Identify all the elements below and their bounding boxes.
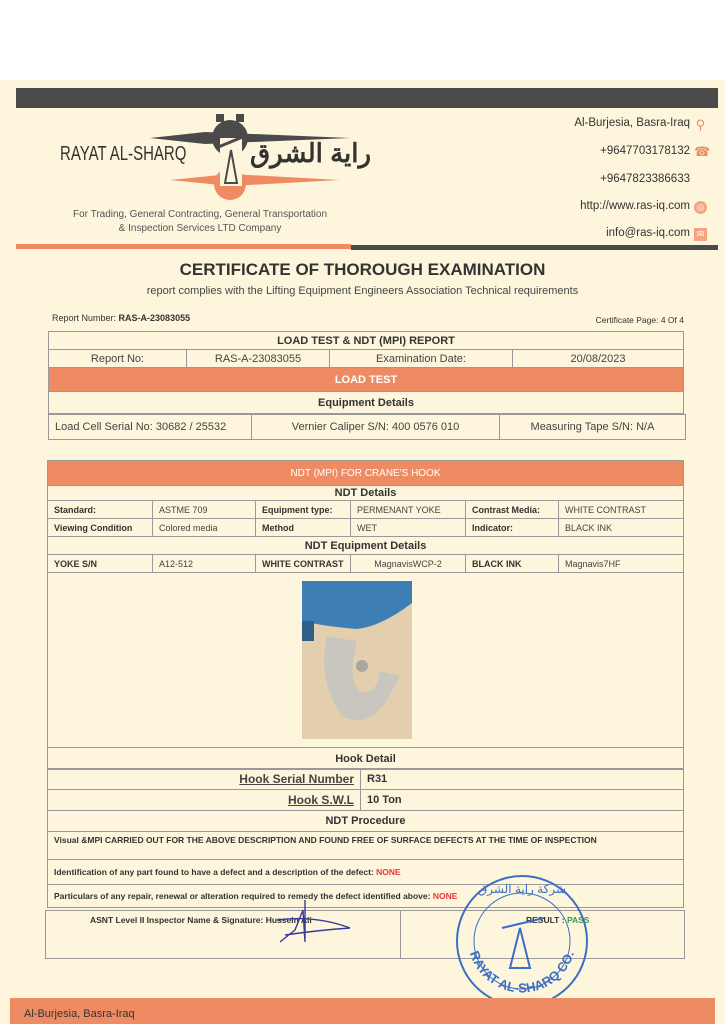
cell: YOKE S/N <box>48 555 153 573</box>
exam-date-value: 20/08/2023 <box>513 350 684 368</box>
company-name-arabic: راية الشرق <box>250 138 372 168</box>
certificate-title: CERTIFICATE OF THOROUGH EXAMINATION <box>179 260 546 279</box>
equipment-details-heading: Equipment Details <box>49 392 684 414</box>
header-bar <box>16 88 718 108</box>
cell: Method <box>256 519 351 537</box>
hook-serial-label: Hook Serial Number <box>48 769 361 790</box>
envelope-icon: ✉ <box>694 228 707 241</box>
cell: WHITE CONTRAST <box>559 501 684 519</box>
footer-address: Al-Burjesia, Basra-Iraq <box>24 1008 135 1020</box>
exam-date-label: Examination Date: <box>330 350 513 368</box>
cell: ASTME 709 <box>153 501 256 519</box>
contact-website[interactable]: http://www.ras-iq.com <box>580 200 690 212</box>
contact-email[interactable]: info@ras-iq.com <box>606 227 690 239</box>
header-divider <box>16 244 351 249</box>
vernier-caliper-serial: Vernier Caliper S/N: 400 0576 010 <box>252 415 500 440</box>
ndt-procedure-heading: NDT Procedure <box>48 811 684 832</box>
report-number: Report Number: RAS-A-23083055 <box>52 313 191 323</box>
hook-swl-value: 10 Ton <box>361 790 684 811</box>
hook-photo-cell <box>48 573 684 748</box>
table-row <box>48 519 684 537</box>
company-tagline: For Trading, General Contracting, General Transportation & Inspection Services LTD Company <box>72 209 328 234</box>
location-pin-icon: ⚲ <box>695 117 706 132</box>
report-no-value: RAS-A-23083055 <box>187 350 330 368</box>
globe-icon: ◎ <box>694 201 707 214</box>
header-divider <box>351 245 718 250</box>
company-stamp <box>452 873 592 1013</box>
load-test-title: LOAD TEST & NDT (MPI) REPORT <box>49 332 684 350</box>
cell: Equipment type: <box>256 501 351 519</box>
contact-phone-1: +9647703178132 <box>600 145 690 157</box>
certificate-subtitle: report complies with the Lifting Equipment Engineers Association Technical requirements <box>146 285 579 297</box>
table-row <box>48 555 684 573</box>
ndt-equipment-heading: NDT Equipment Details <box>48 537 684 555</box>
ndt-details-heading: NDT Details <box>48 486 684 501</box>
cell: Contrast Media: <box>466 501 559 519</box>
inspector-cell: ASNT Level II Inspector Name & Signature: Hussein Ali <box>46 911 401 959</box>
ndt-table <box>47 460 684 770</box>
cell: Colored media <box>153 519 256 537</box>
cell: Standard: <box>48 501 153 519</box>
table-row <box>48 501 684 519</box>
load-test-table <box>48 331 684 414</box>
load-test-section: LOAD TEST <box>49 368 684 392</box>
company-name: RAYAT AL-SHARQ <box>60 143 187 165</box>
telephone-icon: ☎ <box>694 144 711 159</box>
cell: BLACK INK <box>559 519 684 537</box>
measuring-tape-serial: Measuring Tape S/N: N/A <box>500 415 686 440</box>
hook-swl-label: Hook S.W.L <box>48 790 361 811</box>
report-no-label: Report No: <box>49 350 187 368</box>
cell: Viewing Condition <box>48 519 153 537</box>
contact-address: Al-Burjesia, Basra-Iraq <box>574 117 690 129</box>
particulars-row: Particulars of any repair, renewal or alteration required to remedy the defect identified above: NONE <box>48 885 684 908</box>
svg-text:شركة راية الشرق: شركة راية الشرق <box>477 882 567 896</box>
hook-serial-value: R31 <box>361 769 684 790</box>
equipment-table <box>48 414 686 440</box>
cell: WET <box>351 519 466 537</box>
certificate-page: Certificate Page: 4 Of 4 <box>595 315 684 325</box>
hook-photo <box>302 581 412 739</box>
hook-detail-heading: Hook Detail <box>48 748 684 770</box>
cell: A12-512 <box>153 555 256 573</box>
inspector-signature <box>275 890 355 950</box>
cell: MagnavisWCP-2 <box>351 555 466 573</box>
ndt-section: NDT (MPI) FOR CRANE'S HOOK <box>48 461 684 486</box>
procedure-text: Visual &MPI CARRIED OUT FOR THE ABOVE DESCRIPTION AND FOUND FREE OF SURFACE DEFECTS AT THE TIME OF INSPECTION <box>48 832 684 860</box>
cell: Magnavis7HF <box>559 555 684 573</box>
cell: BLACK INK <box>466 555 559 573</box>
cell: Indicator: <box>466 519 559 537</box>
cell: WHITE CONTRAST <box>256 555 351 573</box>
identification-row: Identification of any part found to have a defect and a description of the defect: NONE <box>48 860 684 885</box>
load-cell-serial: Load Cell Serial No: 30682 / 25532 <box>49 415 252 440</box>
result-cell: RESULT : PASS <box>401 911 685 959</box>
contact-phone-2: +9647823386633 <box>600 173 690 185</box>
cell: PERMENANT YOKE <box>351 501 466 519</box>
svg-text:RAYAT AL-SHARQ CO.: RAYAT AL-SHARQ CO. <box>466 948 577 996</box>
